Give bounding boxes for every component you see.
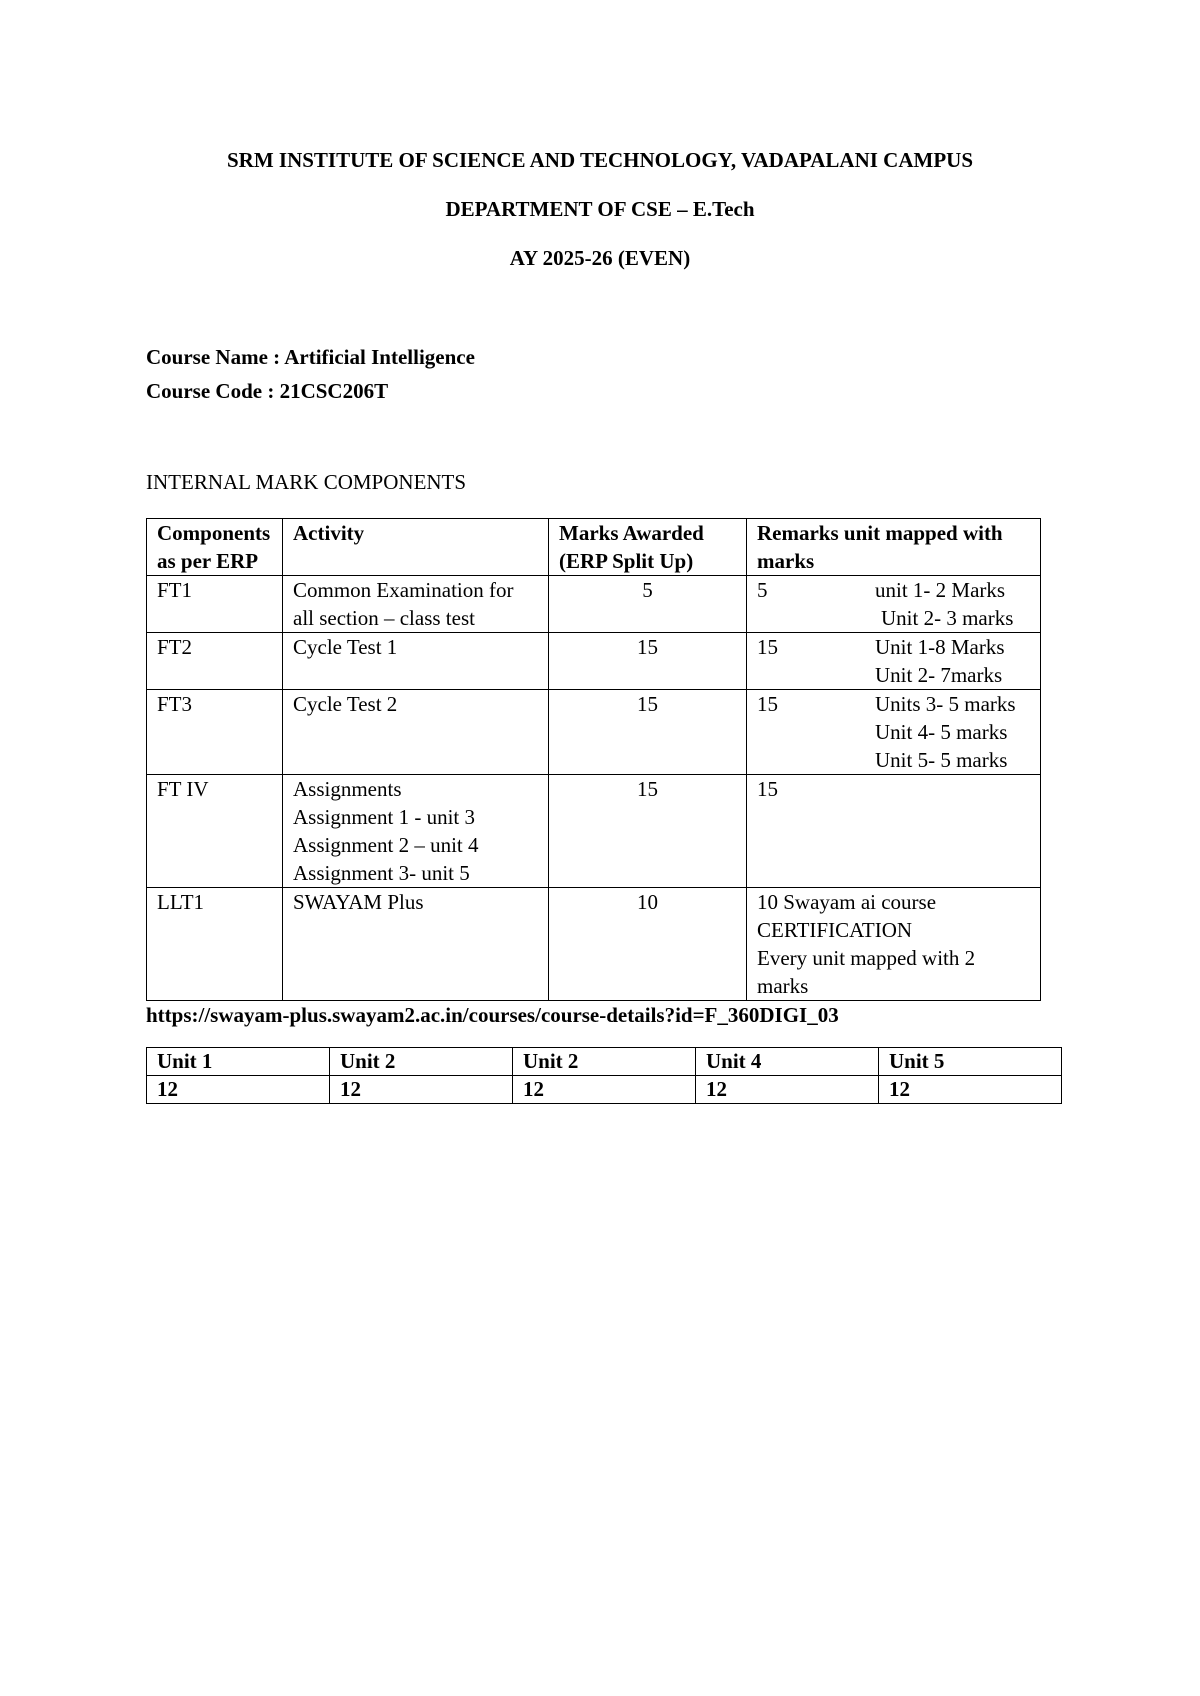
unit-header-cell: Unit 1 (147, 1048, 330, 1076)
header-text: marks (757, 549, 815, 573)
institute-title: SRM INSTITUTE OF SCIENCE AND TECHNOLOGY, VADAPALANI CAMPUS (226, 148, 974, 172)
unit-value-row (147, 1076, 1062, 1104)
remark-value: 15 (757, 692, 778, 716)
remarks-cell (747, 690, 1041, 775)
table-row (147, 633, 1041, 690)
remarks-cell (747, 576, 1041, 633)
marks-cell: 15 (549, 775, 747, 888)
course-code: Course Code : 21CSC206T (146, 379, 389, 403)
remark-line: marks (757, 974, 809, 998)
swayam-course-link[interactable]: https://swayam-plus.swayam2.ac.in/courses/course-details?id=F_360DIGI_03 (146, 1003, 839, 1027)
unit-header-cell: Unit 2 (513, 1048, 696, 1076)
course-info (146, 340, 475, 408)
unit-value-cell: 12 (147, 1076, 330, 1104)
header-text: as per ERP (157, 549, 259, 573)
remark-line: Every unit mapped with 2 (757, 946, 976, 970)
activity-line: Common Examination for (293, 578, 514, 602)
table-header-row (147, 519, 1041, 576)
remark-line: Unit 2- 3 marks (881, 606, 1014, 630)
table-row (147, 888, 1041, 1001)
header-text: (ERP Split Up) (559, 549, 694, 573)
remarks-cell (747, 775, 1041, 888)
internal-marks-table (146, 518, 1041, 1001)
table-row (147, 690, 1041, 775)
unit-value-cell: 12 (696, 1076, 879, 1104)
activity-line: SWAYAM Plus (293, 890, 424, 914)
remark-line: 10 Swayam ai course (757, 890, 937, 914)
remark-value: 15 (757, 777, 778, 801)
marks-cell: 15 (549, 633, 747, 690)
remark-line: unit 1- 2 Marks (875, 578, 1006, 602)
unit-value-cell: 12 (513, 1076, 696, 1104)
remark-value: 15 (757, 635, 778, 659)
activity-cell (283, 775, 549, 888)
component-cell: FT2 (147, 633, 283, 690)
unit-value-cell: 12 (879, 1076, 1062, 1104)
component-cell: LLT1 (147, 888, 283, 1001)
section-title: INTERNAL MARK COMPONENTS (146, 470, 467, 494)
component-cell: FT1 (147, 576, 283, 633)
remark-line: Unit 1-8 Marks (875, 635, 1005, 659)
header-text: Remarks unit mapped with (757, 521, 1003, 545)
marks-cell: 5 (549, 576, 747, 633)
remark-line: Unit 5- 5 marks (875, 748, 1008, 772)
activity-line: Assignments (293, 777, 402, 801)
activity-line: Assignment 2 – unit 4 (293, 833, 479, 857)
component-cell: FT IV (147, 775, 283, 888)
remark-line: Unit 2- 7marks (875, 663, 1003, 687)
activity-cell (283, 576, 549, 633)
department-title: DEPARTMENT OF CSE – E.Tech (445, 197, 755, 221)
activity-cell (283, 633, 549, 690)
table-row (147, 775, 1041, 888)
academic-year: AY 2025-26 (EVEN) (509, 246, 691, 270)
remark-line: Unit 4- 5 marks (875, 720, 1008, 744)
activity-line: Assignment 3- unit 5 (293, 861, 470, 885)
header-text: Marks Awarded (559, 521, 704, 545)
unit-header-cell: Unit 5 (879, 1048, 1062, 1076)
header-text: Activity (293, 521, 365, 545)
remarks-cell (747, 888, 1041, 1001)
remark-line: CERTIFICATION (757, 918, 913, 942)
course-name: Course Name : Artificial Intelligence (146, 345, 475, 369)
marks-cell: 10 (549, 888, 747, 1001)
header-activity (283, 519, 549, 576)
activity-line: Cycle Test 1 (293, 635, 398, 659)
unit-value-cell: 12 (330, 1076, 513, 1104)
header-text: Components (157, 521, 271, 545)
activity-line: all section – class test (293, 606, 475, 630)
activity-cell (283, 690, 549, 775)
component-cell: FT3 (147, 690, 283, 775)
unit-header-cell: Unit 4 (696, 1048, 879, 1076)
activity-cell (283, 888, 549, 1001)
remark-line: Units 3- 5 marks (875, 692, 1016, 716)
unit-marks-table (146, 1047, 1062, 1104)
activity-line: Assignment 1 - unit 3 (293, 805, 475, 829)
activity-line: Cycle Test 2 (293, 692, 398, 716)
unit-header-cell: Unit 2 (330, 1048, 513, 1076)
header-remarks (747, 519, 1041, 576)
header-marks (549, 519, 747, 576)
marks-cell: 15 (549, 690, 747, 775)
header-components (147, 519, 283, 576)
unit-header-row (147, 1048, 1062, 1076)
remarks-cell (747, 633, 1041, 690)
remark-value: 5 (757, 578, 768, 602)
table-row (147, 576, 1041, 633)
